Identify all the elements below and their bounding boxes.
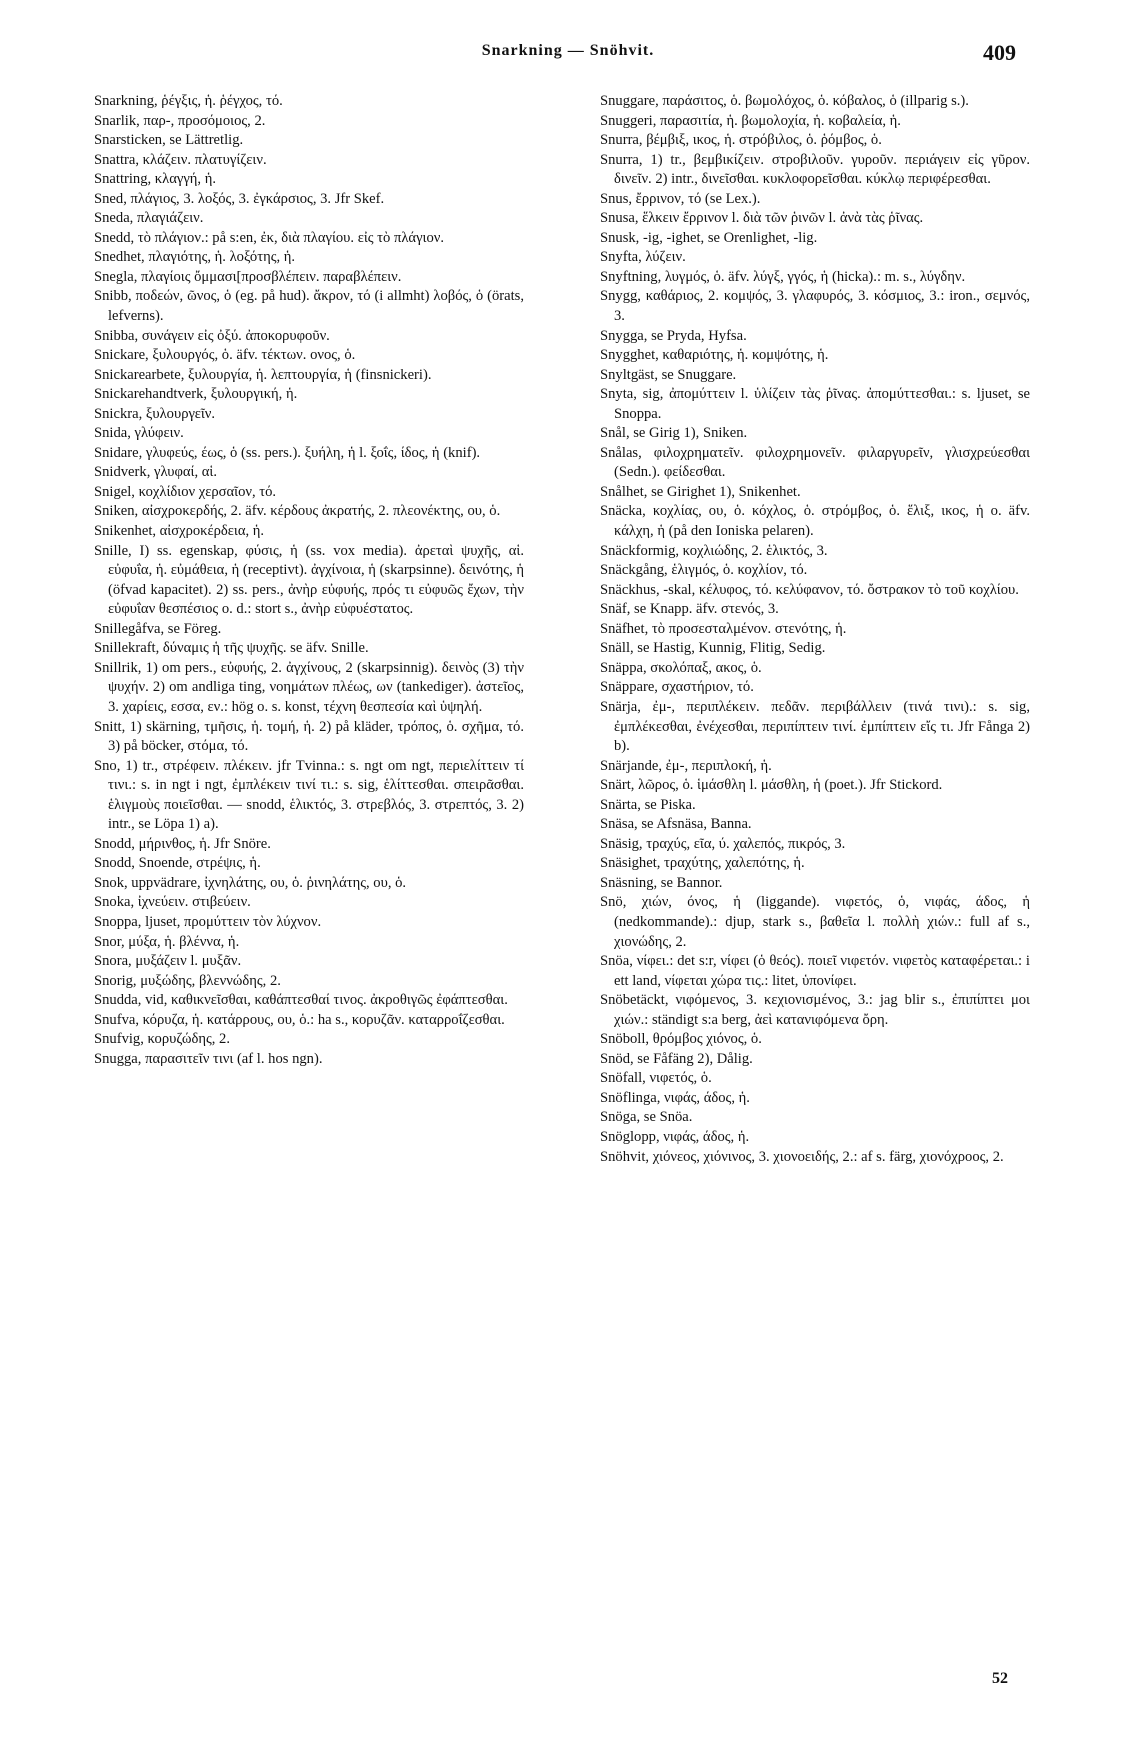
dictionary-entry: Snöga, se Snöa. xyxy=(600,1109,693,1126)
dictionary-entry: Snora, μυξάζειν l. μυξᾶν. xyxy=(94,953,242,970)
dictionary-entry: Snålhet, se Girighet 1), Snikenhet. xyxy=(600,483,801,500)
running-title: Snarkning — Snöhvit. xyxy=(481,42,655,59)
dictionary-entry: Snillrik, 1) om pers., εὐφυής, 2. ἀγχίνους, 2 (skarpsinnig). δεινὸς (3) τὴν ψυχήν. 2) om andliga ting, νοημάτων πλέως, ων (tankediger). ἀστεῖος, 3. χαρίεις, εσσα, εν.: hög o. s. konst, τέχνη θεσπεσία καὶ ὑψηλή. xyxy=(94,659,524,715)
dictionary-entry: Snålas, φιλοχρηματεῖν. φιλοχρημονεῖν. φιλαργυρεῖν, γλισχρεύεσθαι (Sedn.). φείδεσθαι. xyxy=(600,444,1030,481)
dictionary-entry: Sno, 1) tr., στρέφειν. πλέκειν. jfr Tvinna.: s. ngt om ngt, περιελίττειν τί τινι.: s. in ngt i ngt, ἐμπλέκειν τινί τι.: s. sig, ἑλίττεσθαι. σπειρᾶσθαι. ἑλιγμοὺς ποιεῖσθαι. — snodd, ἑλικτός, 3. στρεβλός, 3. στρεπτός, 3. 2) intr., se Löpa 1) a). xyxy=(94,757,524,833)
dictionary-entry: Snidare, γλυφεύς, έως, ὁ (ss. pers.). ξυήλη, ἡ l. ξοΐς, ίδος, ἡ (knif). xyxy=(94,444,481,461)
dictionary-entry: Snarlik, παρ-, προσόμοιος, 2. xyxy=(94,112,266,129)
dictionary-entry: Snyfta, λύζειν. xyxy=(600,249,686,266)
dictionary-entry: Snäfhet, τὸ προσεσταλμένον. στενότης, ἡ. xyxy=(600,620,847,637)
dictionary-entry: Sneda, πλαγιάζειν. xyxy=(94,210,204,227)
dictionary-entry: Snurra, 1) tr., βεμβικίζειν. στροβιλοῦν. γυροῦν. περιάγειν εἰς γῦρον. δινεῖν. 2) intr., δινεῖσθαι. κυκλοφορεῖσθαι. κύκλῳ περιφέρεσθαι. xyxy=(600,151,1030,188)
dictionary-entry: Snarkning, ῥέγξις, ἡ. ῥέγχος, τό. xyxy=(94,93,283,109)
dictionary-entry: Snäppare, σχαστήριον, τό. xyxy=(600,679,754,696)
dictionary-entry: Snygg, καθάριος, 2. κομψός, 3. γλαφυρός, 3. κόσμιος, 3.: iron., σεμνός, 3. xyxy=(600,288,1030,325)
dictionary-entry: Snärt, λῶρος, ὁ. ἱμάσθλη l. μάσθλη, ἡ (poet.). Jfr Stickord. xyxy=(600,777,943,794)
dictionary-entry: Snärta, se Piska. xyxy=(600,796,696,813)
dictionary-entry: Snurra, βέμβιξ, ικος, ἡ. στρόβιλος, ὁ. ῥόμβος, ὁ. xyxy=(600,132,882,149)
dictionary-entry: Snillekraft, δύναμις ἡ τῆς ψυχῆς. se äfv. Snille. xyxy=(94,640,369,657)
dictionary-entry: Snöboll, θρόμβος χιόνος, ὁ. xyxy=(600,1031,762,1048)
dictionary-entry: Snyftning, λυγμός, ὁ. äfv. λύγξ, γγός, ἡ (hicka).: m. s., λύγδην. xyxy=(600,268,966,285)
dictionary-entry: Snö, χιών, όνος, ἡ (liggande). νιφετός, ὁ, νιφάς, άδος, ἡ (nedkommande).: djup, stark s., βαθεῖα l. πολλὴ χιών.: full af s., χιονώδης, 2. xyxy=(600,894,1030,950)
dictionary-entry: Snigel, κοχλίδιον χερσαῖον, τό. xyxy=(94,483,277,500)
signature-mark: 52 xyxy=(992,1670,1008,1687)
dictionary-entry: Snyta, sig, ἀπομύττειν l. ὑλίζειν τὰς ῥῖνας. ἀπομύττεσθαι.: s. ljuset, se Snoppa. xyxy=(600,386,1030,422)
dictionary-entry: Sned, πλάγιος, 3. λοξός, 3. ἐγκάρσιος, 3. Jfr Skef. xyxy=(94,190,385,207)
left-column xyxy=(94,92,524,1069)
dictionary-entry: Snöglopp, νιφάς, άδος, ἡ. xyxy=(600,1128,750,1145)
dictionary-entry: Snäsig, τραχύς, εῖα, ύ. χαλεπός, πικρός, 3. xyxy=(600,835,846,852)
dictionary-entry: Snäckgång, ἑλιγμός, ὁ. κοχλίον, τό. xyxy=(600,562,808,579)
dictionary-entry: Snärja, ἐμ-, περιπλέκειν. πεδᾶν. περιβάλλειν (τινά τινι).: s. sig, ἐμπλέκεσθαι, ἐνέχεσθαι, περιπίπτειν τινί. ἐμπίπτειν εἴς τι. Jfr Fånga 2) b). xyxy=(600,698,1030,755)
dictionary-entry: Snöd, se Fåfäng 2), Dålig. xyxy=(600,1050,753,1067)
dictionary-entry: Snille, I) ss. egenskap, φύσις, ἡ (ss. vox media). ἀρεταὶ ψυχῆς, αἱ. εὐφυΐα, ἡ. εὐμάθεια, ἡ (receptivt). ἀγχίνοια, ἡ (skarpsinne). δεινότης, ἡ (öfvad kapacitet). 2) ss. pers., ἀνὴρ εὐφυής, πρός τι εὐφυῶς ἔχων, τὴν εὐφυΐαν θεσπέσιος o. d.: stort s., ἀνὴρ εὐφυέστατος. xyxy=(94,542,524,618)
dictionary-entry: Snäckformig, κοχλιώδης, 2. ἑλικτός, 3. xyxy=(600,542,828,559)
dictionary-entry: Snodd, μήρινθος, ἡ. Jfr Snöre. xyxy=(94,835,271,852)
dictionary-entry: Snudda, vid, καθικνεῖσθαι, καθάπτεσθαί τινος. ἀκροθιγῶς ἐφάπτεσθαι. xyxy=(94,992,508,1009)
dictionary-entry: Snoppa, ljuset, προμύττειν τὸν λύχνον. xyxy=(94,913,322,930)
dictionary-entry: Snidverk, γλυφαί, αἱ. xyxy=(94,464,217,481)
dictionary-entry: Snusa, ἕλκειν ἔρρινον l. διὰ τῶν ῥινῶν l. ἀνὰ τὰς ῥῖνας. xyxy=(600,210,924,227)
dictionary-entry: Snegla, πλαγίοις ὄμμασι[προσβλέπειν. παραβλέπειν. xyxy=(94,268,402,285)
right-column xyxy=(600,92,1030,1167)
dictionary-entry: Snattra, κλάζειν. πλατυγίζειν. xyxy=(94,151,267,168)
dictionary-entry: Snäckhus, -skal, κέλυφος, τό. κελύφανον, τό. ὄστρακον τὸ τοῦ κοχλίου. xyxy=(600,581,1019,598)
dictionary-entry: Snor, μύξα, ἡ. βλέννα, ἡ. xyxy=(94,933,240,950)
dictionary-entry: Snarsticken, se Lättretlig. xyxy=(94,132,244,149)
dictionary-entry: Snål, se Girig 1), Sniken. xyxy=(600,425,748,442)
dictionary-entry: Snygghet, καθαριότης, ἡ. κομψότης, ἡ. xyxy=(600,347,829,364)
dictionary-entry: Snöhvit, χιόνεος, χιόνινος, 3. χιονοειδής, 2.: af s. färg, χιονόχροος, 2. xyxy=(600,1148,1004,1165)
page-number: 409 xyxy=(983,40,1016,65)
dictionary-entry: Snikenhet, αἰσχροκέρδεια, ἡ. xyxy=(94,523,265,540)
dictionary-entry: Sniken, αἰσχροκερδής, 2. äfv. κέρδους ἀκρατής, 2. πλεονέκτης, ου, ὁ. xyxy=(94,503,501,520)
dictionary-entry: Snedhet, πλαγιότης, ἡ. λοξότης, ἡ. xyxy=(94,249,296,266)
dictionary-entry: Snuggeri, παρασιτία, ἡ. βωμολοχία, ἡ. κοβαλεία, ἡ. xyxy=(600,112,901,129)
dictionary-entry: Snöflinga, νιφάς, άδος, ἡ. xyxy=(600,1089,750,1106)
dictionary-entry: Snattring, κλαγγή, ἡ. xyxy=(94,171,216,188)
dictionary-entry: Snickare, ξυλουργός, ὁ. äfv. τέκτων. ονος, ὁ. xyxy=(94,347,356,364)
dictionary-entry: Snöfall, νιφετός, ὁ. xyxy=(600,1070,712,1087)
dictionary-entry: Snäcka, κοχλίας, ου, ὁ. κόχλος, ὁ. στρόμβος, ὁ. ἕλιξ, ικος, ἡ o. äfv. κάλχη, ἡ (på den Ioniska pelaren). xyxy=(600,503,1030,540)
dictionary-entry: Snygga, se Pryda, Hyfsa. xyxy=(600,327,747,344)
dictionary-entry: Snärjande, ἐμ-, περιπλοκή, ἡ. xyxy=(600,757,772,774)
dictionary-entry: Snedd, τὸ πλάγιον.: på s:en, ἐκ, διὰ πλαγίου. εἰς τὸ πλάγιον. xyxy=(94,229,444,246)
running-head xyxy=(0,40,1136,64)
dictionary-entry: Snufva, κόρυζα, ἡ. κατάρρους, ου, ὁ.: ha s., κορυζᾶν. καταρροΐζεσθαι. xyxy=(94,1011,505,1028)
dictionary-entry: Snok, uppvädrare, ἰχνηλάτης, ου, ὁ. ῥινηλάτης, ου, ὁ. xyxy=(94,874,407,891)
dictionary-entry: Snäsning, se Bannor. xyxy=(600,874,723,891)
dictionary-entry: Snitt, 1) skärning, τμῆσις, ἡ. τομή, ἡ. 2) på kläder, τρόπος, ὁ. σχῆμα, τό. 3) på böcker, στόμα, τό. xyxy=(94,718,524,755)
dictionary-entry: Snugga, παρασιτεῖν τινι (af l. hos ngn). xyxy=(94,1050,323,1067)
dictionary-entry: Snyltgäst, se Snuggare. xyxy=(600,366,737,383)
dictionary-entry: Snoka, ἰχνεύειν. στιβεύειν. xyxy=(94,894,251,911)
dictionary-entry: Snufvig, κορυζώδης, 2. xyxy=(94,1031,231,1048)
dictionary-entry: Snus, ἔρρινον, τό (se Lex.). xyxy=(600,190,761,207)
dictionary-entry: Snibb, ποδεών, ῶνος, ὁ (eg. på hud). ἄκρον, τό (i allmht) λοβός, ὁ (örats, lefverns). xyxy=(94,288,524,325)
dictionary-entry: Snöa, νίφει.: det s:r, νίφει (ὁ θεός). ποιεῖ νιφετόν. νιφετὸς καταφέρεται.: i ett land, νίφεται χώρα τις.: litet, ὑπονίφει. xyxy=(600,953,1030,989)
dictionary-entry: Snöbetäckt, νιφόμενος, 3. κεχιονισμένος, 3.: jag blir s., ἐπιπίπτει μοι χιών.: ständigt s:a berg, ἀεὶ κατανιφόμενα ὄρη. xyxy=(600,992,1030,1028)
dictionary-entry: Snäsa, se Afsnäsa, Banna. xyxy=(600,816,752,833)
dictionary-entry: Snäsighet, τραχύτης, χαλεπότης, ἡ. xyxy=(600,855,805,872)
dictionary-entry: Snickarehandtverk, ξυλουργική, ἡ. xyxy=(94,386,298,403)
dictionary-entry: Snäppa, σκολόπαξ, ακος, ὁ. xyxy=(600,659,762,676)
dictionary-entry: Snodd, Snoende, στρέψις, ἡ. xyxy=(94,855,261,872)
dictionary-entry: Snida, γλύφειν. xyxy=(94,425,184,442)
dictionary-entry: Snäll, se Hastig, Kunnig, Flitig, Sedig. xyxy=(600,640,826,657)
dictionary-entry: Snibba, συνάγειν εἰς ὀξύ. ἀποκορυφοῦν. xyxy=(94,327,330,344)
dictionary-entry: Snorig, μυξώδης, βλεννώδης, 2. xyxy=(94,972,281,989)
dictionary-entry: Snickarearbete, ξυλουργία, ἡ. λεπτουργία, ἡ (finsnickeri). xyxy=(94,366,432,383)
dictionary-entry: Snickra, ξυλουργεῖν. xyxy=(94,405,215,422)
dictionary-entry: Snäf, se Knapp. äfv. στενός, 3. xyxy=(600,601,779,618)
dictionary-entry: Snillegåfva, se Föreg. xyxy=(94,620,222,637)
dictionary-entry: Snusk, -ig, -ighet, se Orenlighet, -lig. xyxy=(600,229,818,246)
dictionary-entry: Snuggare, παράσιτος, ὁ. βωμολόχος, ὁ. κόβαλος, ὁ (illparig s.). xyxy=(600,93,969,109)
